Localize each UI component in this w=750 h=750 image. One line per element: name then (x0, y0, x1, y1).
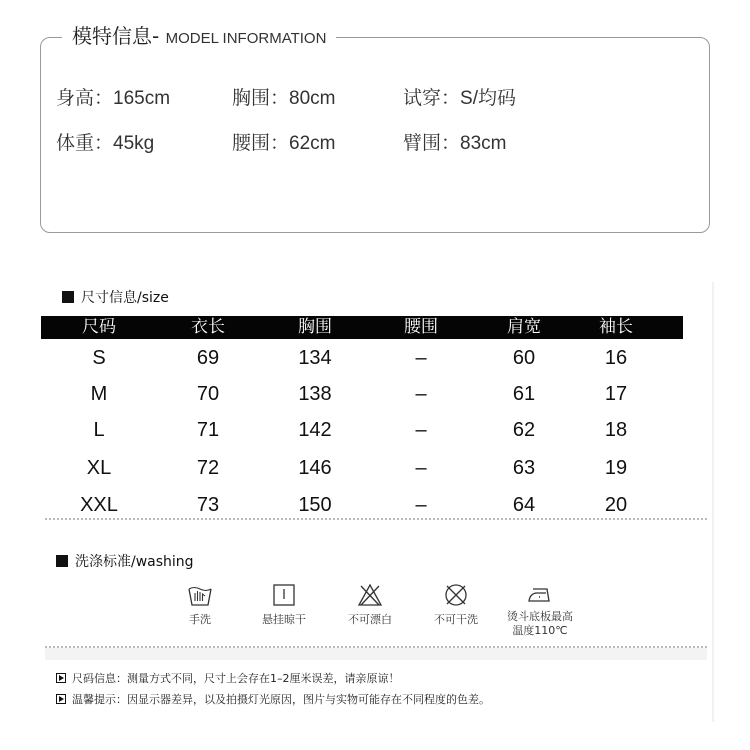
color-note-text: 温馨提示：因显示器差异，以及拍摄灯光原因，图片与实物可能存在不同程度的色差。 (72, 693, 490, 706)
model-info-title-zh: 模特信息 (72, 24, 152, 48)
table-cell: 146 (298, 457, 332, 479)
header-waist: 腰围 (404, 317, 438, 337)
model-weight-value: 45kg (113, 133, 155, 154)
table-cell: 61 (512, 383, 536, 405)
model-arm (403, 128, 506, 155)
model-info-title (62, 22, 336, 53)
play-bullet-icon (56, 694, 66, 704)
size-table-header (41, 316, 683, 339)
table-cell: 71 (196, 419, 220, 441)
table-cell: 17 (604, 383, 628, 405)
model-height-label: 身高： (56, 87, 114, 109)
model-bust-value: 80cm (289, 88, 336, 109)
table-cell: 62 (512, 419, 536, 441)
header-shoulder: 肩宽 (507, 317, 541, 337)
model-height (56, 83, 170, 110)
table-cell: 69 (196, 347, 220, 369)
model-bust-label: 胸围： (232, 87, 290, 109)
table-cell: – (415, 419, 427, 441)
table-cell: 19 (604, 457, 628, 479)
model-weight-label: 体重： (56, 132, 114, 154)
hand-wash-label: 手洗 (189, 613, 211, 626)
header-length: 衣长 (191, 317, 225, 337)
washing-section-title (56, 551, 194, 571)
table-cell: M (90, 383, 108, 405)
hang-dry-icon (271, 583, 297, 607)
hang-dry-label: 悬挂晾干 (262, 613, 306, 626)
model-height-value: 165cm (113, 88, 171, 109)
size-section-title (62, 287, 169, 307)
no-dry-clean-label: 不可干洗 (434, 613, 478, 626)
table-cell: 134 (298, 347, 332, 369)
table-cell: 64 (512, 494, 536, 516)
square-bullet-icon (62, 291, 74, 303)
model-tried-size-label: 试穿： (403, 87, 461, 109)
table-cell: 142 (298, 419, 332, 441)
size-section-title-text: 尺寸信息/size (81, 290, 169, 306)
table-cell: 150 (298, 494, 332, 516)
size-note (56, 670, 400, 686)
model-arm-label: 臂围： (403, 132, 461, 154)
washing-section-title-text: 洗涤标准/washing (75, 554, 194, 570)
square-bullet-icon (56, 555, 68, 567)
play-bullet-icon (56, 673, 66, 683)
table-cell: 73 (196, 494, 220, 516)
table-cell: – (415, 457, 427, 479)
table-cell: – (415, 494, 427, 516)
model-waist (232, 128, 335, 155)
size-note-text: 尺码信息：测量方式不同，尺寸上会存在1–2厘米误差，请亲原谅！ (72, 672, 400, 685)
model-tried-size (403, 83, 516, 110)
model-tried-size-value: S/均码 (460, 88, 516, 109)
model-weight (56, 128, 154, 155)
table-cell: 60 (512, 347, 536, 369)
iron-label (495, 610, 585, 638)
dotted-divider (45, 518, 707, 520)
model-info-title-separator: - (152, 24, 166, 48)
right-edge-divider (712, 282, 714, 722)
notes-band (45, 648, 707, 660)
header-size: 尺码 (82, 317, 116, 337)
iron-label-line2: 温度110℃ (512, 624, 568, 637)
table-cell: 16 (604, 347, 628, 369)
table-cell: L (93, 419, 105, 441)
model-info-title-en: MODEL INFORMATION (165, 30, 327, 47)
no-bleach-icon (357, 583, 383, 607)
header-sleeve: 袖长 (599, 317, 633, 337)
table-cell: S (92, 347, 106, 369)
table-cell: 138 (298, 383, 332, 405)
table-cell: 70 (196, 383, 220, 405)
model-waist-label: 腰围： (232, 132, 290, 154)
color-note (56, 691, 490, 707)
table-cell: XXL (80, 494, 118, 516)
iron-icon (527, 583, 553, 607)
model-arm-value: 83cm (460, 133, 507, 154)
table-cell: – (415, 383, 427, 405)
no-dry-clean-icon (443, 583, 469, 607)
dotted-divider (45, 646, 707, 648)
table-cell: 72 (196, 457, 220, 479)
hand-wash-icon (187, 583, 213, 607)
header-bust: 胸围 (298, 317, 332, 337)
iron-label-line1: 烫斗底板最高 (507, 610, 573, 623)
table-cell: 18 (604, 419, 628, 441)
model-waist-value: 62cm (289, 133, 336, 154)
table-cell: 20 (604, 494, 628, 516)
model-bust (232, 83, 335, 110)
table-cell: – (415, 347, 427, 369)
no-bleach-label: 不可漂白 (348, 613, 392, 626)
table-cell: XL (86, 457, 112, 479)
table-cell: 63 (512, 457, 536, 479)
